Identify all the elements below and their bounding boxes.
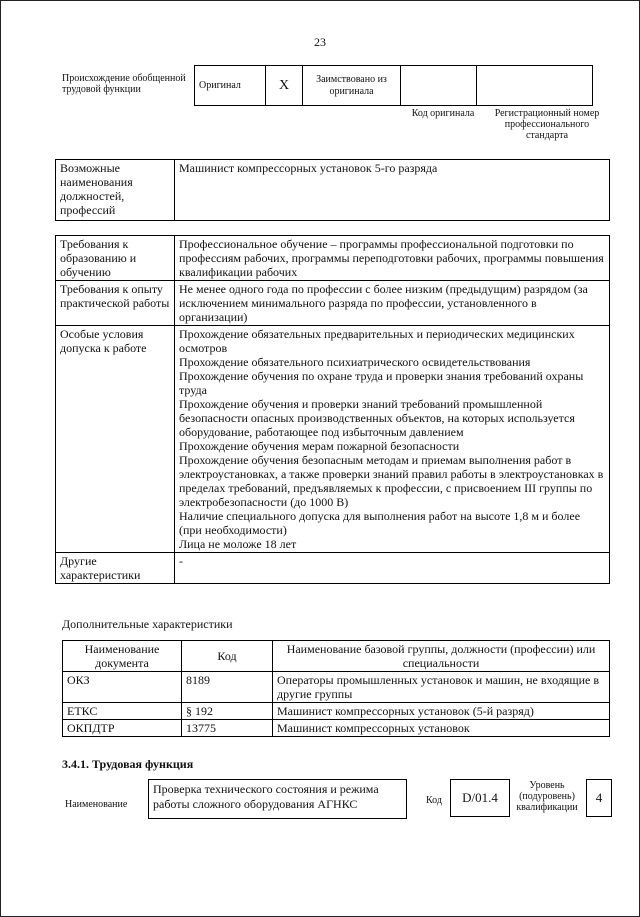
additional-heading: Дополнительные характеристики [62,617,233,631]
condition-item: Прохождение обучения безопасным методам и приемам выполнения работ в электроустановках, а также проверки знаний правил работы в электроустановках в пределах требований, предъявляемых к профессии, с присвоением III группы по электробезопасности (до 1000 В) [179,453,604,509]
experience-value: Не менее одного года по профессии с более низким (предыдущим) разрядом (за исключением минимального разряда по профессии, установленного в организации) [175,281,610,326]
name-cell: Машинист компрессорных установок [273,720,610,737]
doc-cell: ОКПДТР [63,720,182,737]
function-name-label: Наименование [65,799,128,810]
additional-table [62,640,610,737]
conditions-label: Особые условия допуска к работе [56,326,175,553]
function-code-label: Код [426,795,442,806]
code-original-cell [401,66,477,106]
function-level-value: 4 [586,779,612,817]
code-cell: 13775 [182,720,273,737]
condition-item: Лица не моложе 18 лет [179,537,297,551]
table-row [63,672,610,703]
col-doc-header: Наименование документа [63,641,182,672]
function-code-value: D/01.4 [450,779,510,817]
condition-item: Наличие специального допуска для выполнения работ на высоте 1,8 м и более (при необходимости) [179,509,581,537]
positions-label: Возможные наименования должностей, профессий [56,160,175,221]
condition-item: Прохождение обучения мерам пожарной безопасности [179,439,460,453]
doc-cell: ОКЗ [63,672,182,703]
requirements-table [55,235,610,584]
page-number: 23 [314,35,326,49]
positions-value: Машинист компрессорных установок 5-го разряда [175,160,610,221]
other-label: Другие характеристики [56,553,175,584]
table-row [63,703,610,720]
condition-item: Прохождение обучения и проверки знаний требований промышленной безопасности опасных производственных объектов, на которых используется оборудование, работающее под избыточным давлением [179,397,575,439]
doc-cell: ЕТКС [63,703,182,720]
name-cell: Машинист компрессорных установок (5-й разряд) [273,703,610,720]
education-label: Требования к образованию и обучению [56,236,175,281]
original-mark: X [266,66,303,106]
code-cell: 8189 [182,672,273,703]
reg-number-caption: Регистрационный номер профессионального стандарта [494,108,600,141]
col-name-header: Наименование базовой группы, должности (профессии) или специальности [273,641,610,672]
condition-item: Прохождение обязательных предварительных и периодических медицинских осмотров [179,327,575,355]
function-name-value: Проверка технического состояния и режима работы сложного оборудования АГНКС [148,779,407,819]
condition-item: Прохождение обязательного психиатрического освидетельствования [179,355,531,369]
education-value: Профессиональное обучение – программы профессиональной подготовки по профессиям рабочих, программы переподготовки рабочих, программы повышения квалификации рабочих [175,236,610,281]
borrowed-cell: Заимствовано из оригинала [303,66,401,106]
name-cell: Операторы промышленных установок и машин, не входящие в другие группы [273,672,610,703]
table-row [63,720,610,737]
condition-item: Прохождение обучения по охране труда и проверки знания требований охраны труда [179,369,584,397]
experience-label: Требования к опыту практической работы [56,281,175,326]
function-heading: 3.4.1. Трудовая функция [62,757,194,771]
origin-table [194,65,593,106]
original-cell: Оригинал [195,66,266,106]
conditions-list [175,326,610,553]
col-code-header: Код [182,641,273,672]
reg-number-cell [477,66,593,106]
function-level-label: Уровень (подуровень) квалификации [516,780,578,813]
code-cell: § 192 [182,703,273,720]
positions-table [55,159,610,221]
origin-label: Происхождение обобщенной трудовой функции [62,73,186,95]
other-value: - [175,553,610,584]
code-original-caption: Код оригинала [411,108,475,119]
